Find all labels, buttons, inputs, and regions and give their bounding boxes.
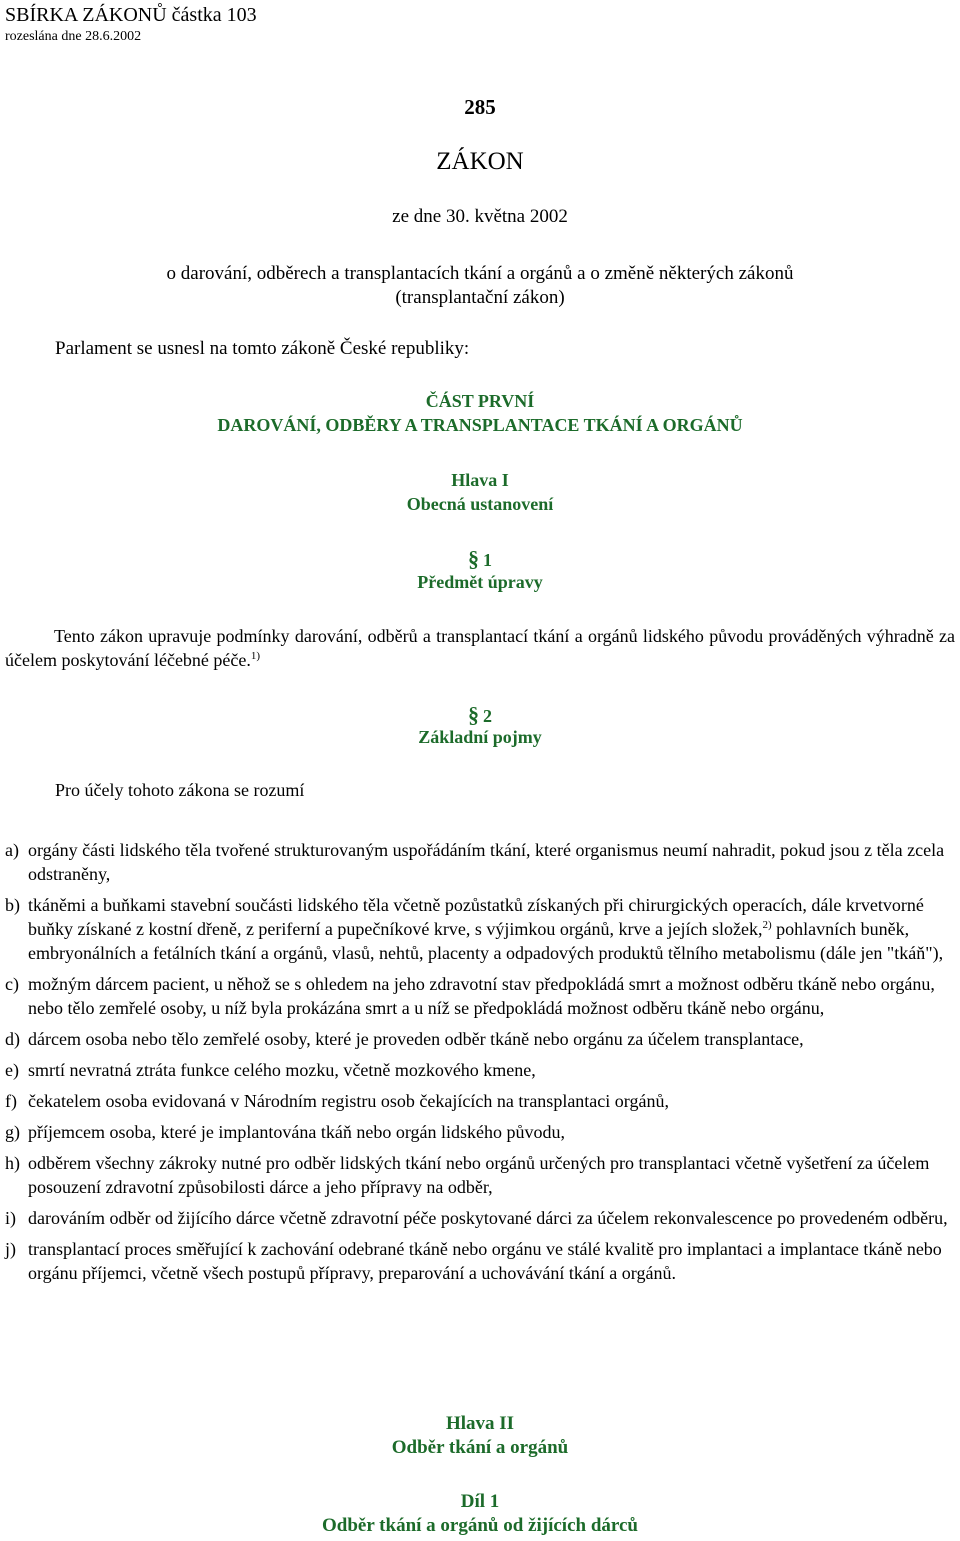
part-label: ČÁST PRVNÍ (425, 391, 535, 411)
item-text: smrtí nevratná ztráta funkce celého mozku, včetně mozkového kmene, (28, 1060, 536, 1080)
section-symbol: § (468, 546, 475, 571)
head-2-label: Hlava II (445, 1413, 515, 1434)
item-text: čekatelem osoba evidovaná v Národním registru osob čekajících na transplantaci orgánů, (28, 1091, 669, 1111)
section-2-heading (0, 702, 960, 728)
section-1-number: 1 (483, 550, 492, 570)
item-label: j) (5, 1239, 16, 1259)
list-item (5, 838, 955, 886)
part-title: DAROVÁNÍ, ODBĚRY A TRANSPLANTACE TKÁNÍ A ORGÁNŮ (217, 415, 743, 435)
item-label: c) (5, 974, 19, 994)
division-1-label: Díl 1 (460, 1491, 500, 1512)
item-label: h) (5, 1153, 20, 1173)
gazette-header: SBÍRKA ZÁKONŮ částka 103 (5, 4, 257, 26)
item-label: d) (5, 1029, 20, 1049)
list-item (5, 1237, 955, 1285)
law-short-title: (transplantační zákon) (395, 287, 565, 308)
law-title: o darování, odběrech a transplantacích tkání a orgánů a o změně některých zákonů (166, 263, 794, 284)
head-2-title: Odběr tkání a orgánů (391, 1437, 569, 1458)
list-item (5, 1206, 955, 1230)
item-text: darováním odběr od žijícího dárce včetně zdravotní péče poskytované dárci za účelem rekonvalescence po provedeném odběru, (28, 1208, 948, 1228)
item-text: možným dárcem pacient, u něhož se s ohledem na jeho zdravotní stav předpokládá smrt a možnost odběru tkáně nebo orgánu, nebo tělo zemřelé osoby, u níž byla prokázána smrt a u níž se předpokládá možnost odběru tkáně nebo orgánu, (28, 974, 935, 1018)
item-text: transplantací proces směřující k zachování odebrané tkáně nebo orgánu ve stálé kvalitě pro implantaci a implantace tkáně nebo orgánu příjemci, včetně všech postupů přípravy, preparování a uchovávání tkání a orgánů. (28, 1239, 942, 1283)
item-label: i) (5, 1208, 16, 1228)
section-1-title: Předmět úpravy (417, 572, 543, 592)
item-text: odběrem všechny zákroky nutné pro odběr lidských tkání nebo orgánů určených pro transplantaci včetně vyšetření za účelem posouzení zdravotní způsobilosti dárce a jeho přípravy na odběr, (28, 1153, 930, 1197)
section-2-number: 2 (483, 706, 492, 726)
item-text-cont: pohlavních buněk, embryonálních a fetálních tkání a orgánů, vlasů, nehtů, placenty a odpadových produktů tělního metabolismu (dále jen "tkáň"), (28, 919, 944, 963)
item-text: orgány části lidského těla tvořené strukturovaným uspořádáním tkání, které organismus neumí nahradit, pokud jsou z těla zcela odstraněny, (28, 840, 945, 884)
item-label: a) (5, 840, 19, 860)
section-1-body: Tento zákon upravuje podmínky darování, odběrů a transplantací tkání a orgánů lidského původu prováděných výhradně za účelem poskytování léčebné péče. (5, 626, 955, 670)
item-label: f) (5, 1091, 17, 1111)
law-date: ze dne 30. května 2002 (392, 206, 568, 227)
list-item (5, 1058, 955, 1082)
publication-date: rozeslána dne 28.6.2002 (5, 29, 142, 44)
section-1-heading (0, 546, 960, 572)
item-label: g) (5, 1122, 20, 1142)
definitions-list (5, 838, 955, 1292)
list-item (5, 972, 955, 1020)
item-text: příjemcem osoba, které je implantována tkáň nebo orgán lidského původu, (28, 1122, 566, 1142)
item-label: e) (5, 1060, 19, 1080)
item-text: tkáněmi a buňkami stavební součásti lidského těla včetně pozůstatků získaných při chirurgických operacích, dále krvetvorné buňky získané z kostní dřeně, z periferní a pupečníkové krve, s výjimkou orgánů, krve a jejích složek, (28, 895, 924, 939)
section-2-title: Základní pojmy (418, 727, 542, 747)
head-1-label: Hlava I (451, 470, 509, 490)
section-2-intro: Pro účely tohoto zákona se rozumí (55, 780, 305, 800)
section-1-text (5, 624, 955, 672)
list-item (5, 1089, 955, 1113)
section-symbol: § (468, 702, 475, 727)
item-label: b) (5, 895, 20, 915)
division-1-title: Odběr tkání a orgánů od žijících dárců (322, 1515, 638, 1536)
list-item (5, 1027, 955, 1051)
law-number: 285 (464, 95, 496, 119)
head-1-title: Obecná ustanovení (406, 494, 554, 514)
item-text: dárcem osoba nebo tělo zemřelé osoby, které je proveden odběr tkáně nebo orgánu za účelem transplantace, (28, 1029, 804, 1049)
footnote-ref-1[interactable]: 1) (250, 650, 261, 662)
enactment-clause: Parlament se usnesl na tomto zákoně České republiky: (55, 338, 470, 359)
list-item (5, 1120, 955, 1144)
law-type: ZÁKON (436, 148, 524, 175)
list-item (5, 1151, 955, 1199)
list-item (5, 893, 955, 965)
footnote-ref-2[interactable]: 2) (762, 919, 772, 931)
